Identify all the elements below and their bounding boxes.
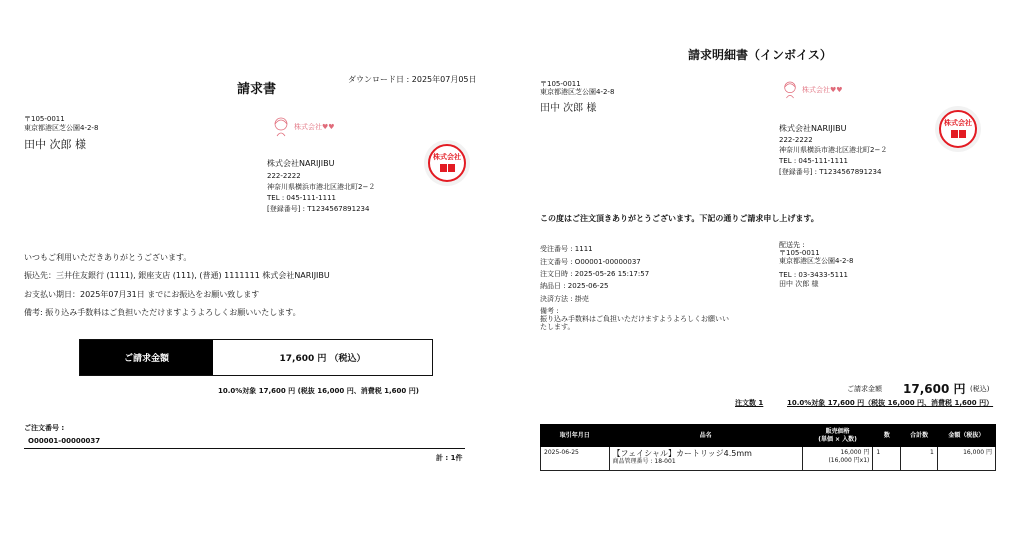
seal-mark-icon [440,164,455,172]
company-registration: [登録番号] : T1234567891234 [267,205,370,213]
seal-mark-icon [951,130,966,138]
greeting: いつもご利用いただきありがとうございます。 [24,253,192,262]
recipient-address: 東京都港区芝公園4-2-8 [540,88,615,96]
cell-product [609,447,802,471]
seal-text: 株式会社 [944,119,972,127]
remarks: 備考: 振り込み手数料はご負担いただけますようよろしくお願いいたします。 [24,308,301,317]
product-name: 【フェイシャル】カートリッジ4.5mm [612,449,752,458]
column-header: 取引年月日 [541,425,610,447]
download-date: ダウンロード日 : 2025年07月05日 [348,75,477,84]
tax-breakdown: 10.0%対象 17,600 円 (税抜 16,000 円、消費税 1,600 円) [218,387,419,395]
column-header: 数 [873,425,901,447]
total-label: ご請求金額 [847,385,882,393]
tax-breakdown: 10.0%対象 17,600 円（税抜 16,000 円、消費税 1,600 円） [787,399,994,407]
order-number-label: ご注文番号 : [24,424,65,432]
divider [24,448,465,449]
cell-qty: 1 [873,447,901,471]
items-table [540,424,996,471]
note-line: 振り込み手数料はご負担いただけますようよろしくお願いい [540,315,729,323]
total-label: ご請求金額 [80,340,213,375]
company-name: 株式会社NARIJIBU [779,124,847,133]
product-code: 商品管理番号 : 18-001 [612,458,676,465]
face-logo-icon [272,116,290,138]
company-address: 神奈川県横浜市港北区港北町2−２ [267,183,376,191]
receipt-number: 受注番号 : 1111 [540,245,593,253]
thanks-message: この度はご注文頂きありがとうございます。下記の通りご請求申し上げます。 [540,214,819,223]
column-header: 合計数 [901,425,937,447]
recipient-postal: 〒105-0011 [540,80,581,88]
company-tel: TEL : 045-111-1111 [267,194,336,202]
company-logo [272,116,335,138]
face-logo-icon [782,80,798,100]
cell-amount: 16,000 円 [937,447,995,471]
table-row [541,447,996,471]
column-header: 金額（税抜） [937,425,995,447]
company-postal: 222-2222 [779,136,813,144]
company-registration: [登録番号] : T1234567891234 [779,168,882,176]
ship-name: 田中 次郎 様 [779,280,819,288]
logo-text: 株式会社♥♥ [802,86,843,94]
note-line: たします。 [540,323,575,331]
company-name: 株式会社NARIJIBU [267,159,335,168]
delivery-date: 納品日 : 2025-06-25 [540,282,609,290]
column-header: 品名 [609,425,802,447]
company-seal [424,140,470,186]
payment-due: お支払い期日：2025年07月31日 までにお振込をお願い致します [24,290,260,299]
cell-price: 16,000 円 (16,000 円x1) [802,447,873,471]
page-title: 請求明細書（インボイス） [688,48,832,62]
total-value: 17,600 円 [903,382,966,396]
item-count: 計 : 1件 [436,454,463,462]
payment-method: 決済方法 : 掛売 [540,295,589,303]
company-address: 神奈川県横浜市港北区港北町2−２ [779,146,888,154]
company-logo [782,80,843,100]
company-seal [935,106,981,152]
order-date: 注文日時 : 2025-05-26 15:17:57 [540,270,650,278]
logo-text: 株式会社♥♥ [294,123,335,131]
page-title: 請求書 [237,82,277,97]
ship-tel: TEL : 03-3433-5111 [779,271,848,279]
order-number: 注文番号 : O00001-00000037 [540,258,641,266]
table-header-row [541,425,996,447]
cell-total-qty: 1 [901,447,937,471]
recipient-postal: 〒105-0011 [24,115,65,123]
note-label: 備考 : [540,307,559,315]
column-header-price: 販売価格 (単価 × 入数) [802,425,873,447]
recipient-name: 田中 次郎 様 [24,138,86,151]
bank-account: 振込先：三井住友銀行 (1111), 銀座支店 (111), (普通) 1111111 株式会社NARIJIBU [24,271,330,280]
company-tel: TEL : 045-111-1111 [779,157,848,165]
ship-address: 東京都港区芝公園4-2-8 [779,257,854,265]
recipient-address: 東京都港区芝公園4-2-8 [24,124,99,132]
seal-text: 株式会社 [433,153,461,161]
total-amount-box [79,339,433,376]
company-postal: 222-2222 [267,172,301,180]
ship-label: 配送先 : [779,241,805,249]
ship-postal: 〒105-0011 [779,249,820,257]
cell-date: 2025-06-25 [541,447,610,471]
recipient-name: 田中 次郎 様 [540,103,597,114]
order-number: O00001-00000037 [28,437,101,445]
total-value: 17,600 円 （税込） [279,354,366,364]
total-suffix: (税込) [970,385,990,393]
order-quantity: 注文数 1 [735,399,764,407]
